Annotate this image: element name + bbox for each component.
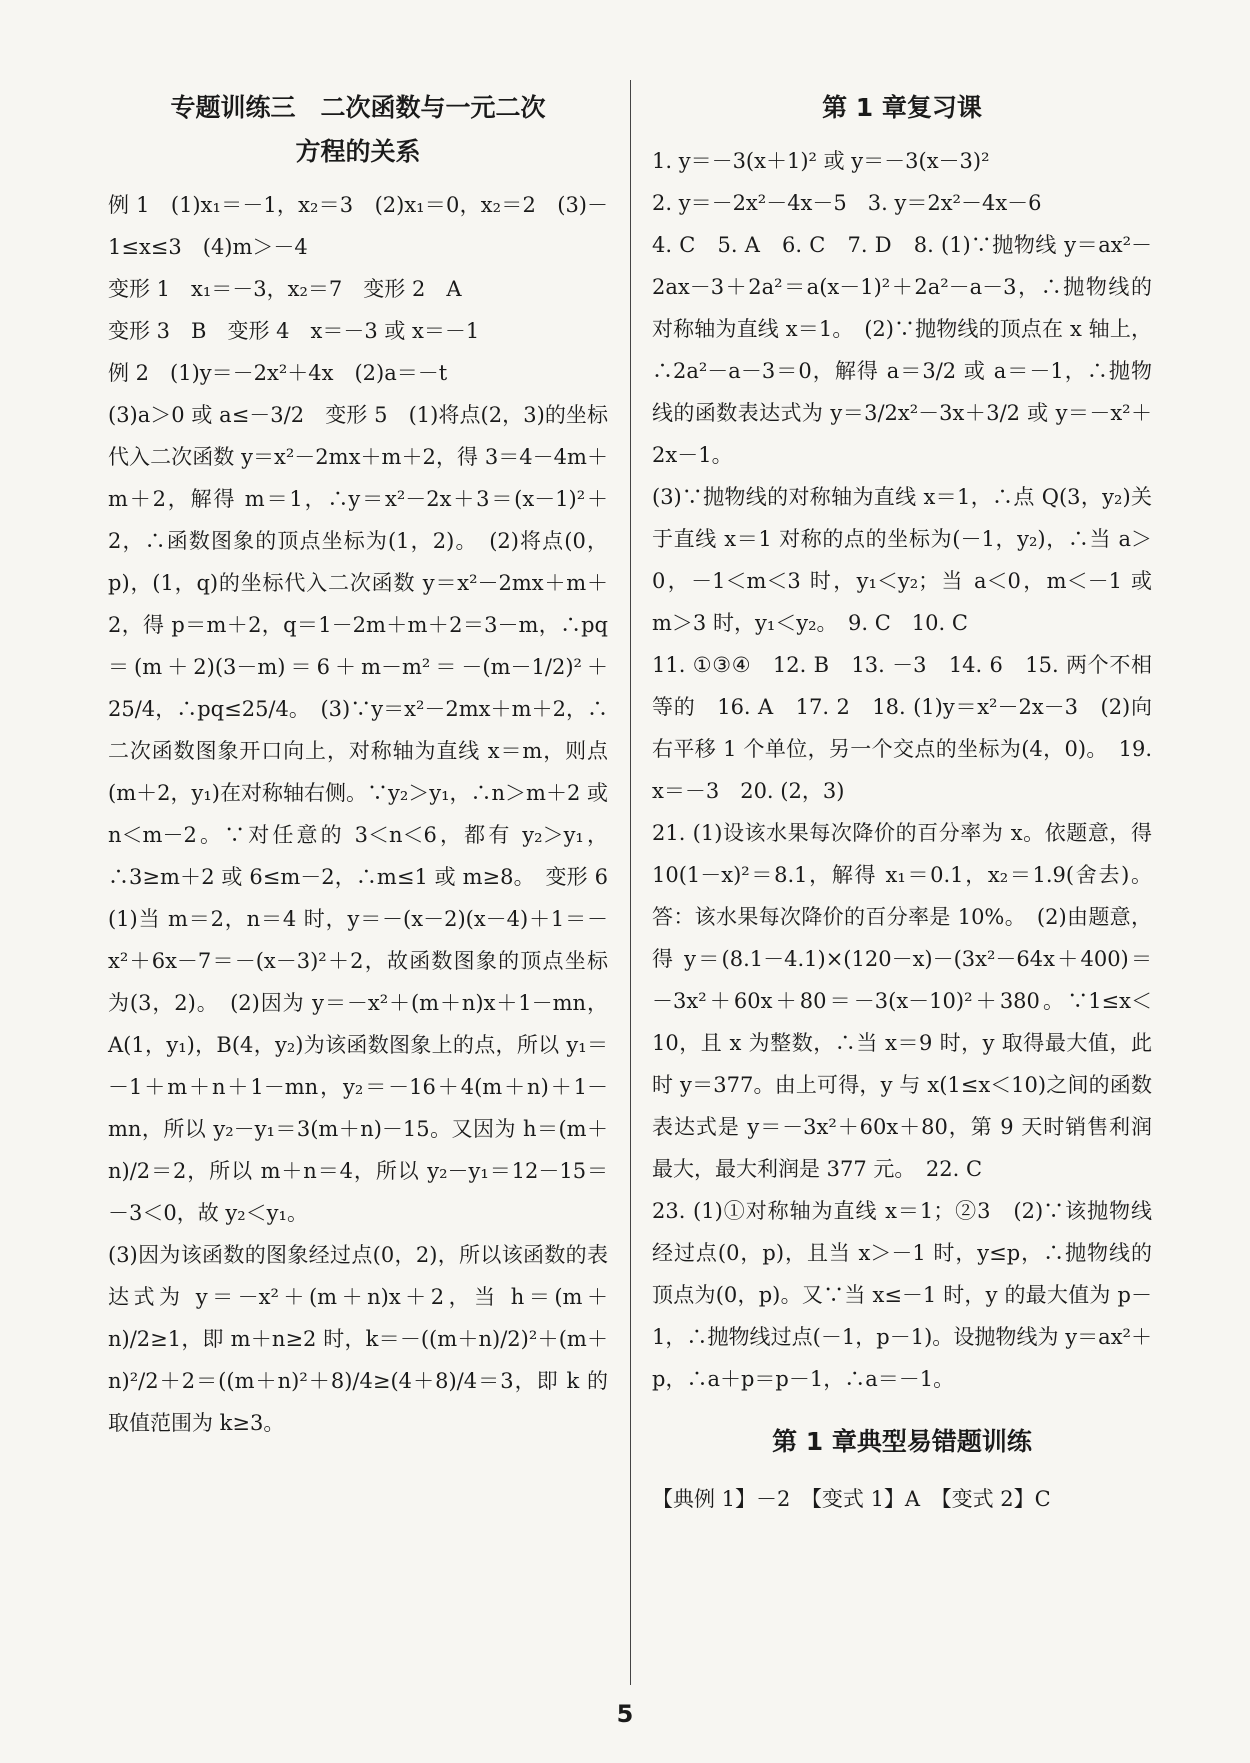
left-paragraph: (3)因为该函数的图象经过点(0，2)，所以该函数的表达式为 y＝－x²＋(m＋n)x＋2，当 h＝(m＋n)/2≥1，即 m＋n≥2 时，k＝－((m＋n)/2)²＋(m＋n)²/2＋2＝((m＋n)²＋8)/4≥(4＋8)/4＝3，即 k 的取值范围为 k≥3。 bbox=[108, 1243, 608, 1435]
left-column bbox=[108, 80, 629, 1444]
left-title-line2: 方程的关系 bbox=[295, 137, 421, 166]
page-number: 5 bbox=[616, 1700, 634, 1728]
right-paragraph: 11. ①③④ 12. B 13. －3 14. 6 15. 两个不相等的 16. A 17. 2 18. (1)y＝x²－2x－3 (2)向右平移 1 个单位，另一个交点的坐标为(4，0)。 19. x＝－3 20. (2，3) bbox=[652, 653, 1159, 803]
left-title bbox=[108, 86, 608, 174]
right-title: 第 1 章复习课 bbox=[822, 93, 982, 122]
left-paragraph: (3)a＞0 或 a≤－3/2 变形 5 (1)将点(2，3)的坐标代入二次函数 y＝x²－2mx＋m＋2，得 3＝4－4m＋m＋2，解得 m＝1，∴y＝x²－2x＋3＝(x－1)²＋2，∴函数图象的顶点坐标为(1，2)。 (2)将点(0，p)，(1，q)的坐标代入二次函数 y＝x²－2mx＋m＋2，得 p＝m＋2，q＝1－2m＋m＋2＝3－m，∴pq＝(m＋2)(3－m)＝6＋m－m²＝－(m－1/2)²＋25/4，∴pq≤25/4。 (3)∵y＝x²－2mx＋m＋2，∴二次函数图象开口向上，对称轴为直线 x＝m，则点(m＋2，y₁)在对称轴右侧。∵y₂＞y₁，∴n＞m＋2 或 n＜m－2。∵对任意的 3＜n＜6，都有 y₂＞y₁，∴3≥m＋2 或 6≤m－2，∴m≤1 或 m≥8。 变形 6 (1)当 m＝2，n＝4 时，y＝－(x－2)(x－4)＋1＝－x²＋6x－7＝－(x－3)²＋2，故函数图象的顶点坐标为(3，2)。 (2)因为 y＝－x²＋(m＋n)x＋1－mn，A(1，y₁)，B(4，y₂)为该函数图象上的点，所以 y₁＝－1＋m＋n＋1－mn，y₂＝－16＋4(m＋n)＋1－mn，所以 y₂－y₁＝3(m＋n)－15。又因为 h＝(m＋n)/2＝2，所以 m＋n＝4，所以 y₂－y₁＝12－15＝－3＜0，故 y₂＜y₁。 bbox=[108, 403, 629, 1225]
right-paragraph: (3)∵抛物线的对称轴为直线 x＝1，∴点 Q(3，y₂)关于直线 x＝1 对称的点的坐标为(－1，y₂)，∴当 a＞0，－1＜m＜3 时，y₁＜y₂；当 a＜0，m＜－1 或 m＞3 时，y₁＜y₂。 9. C 10. C bbox=[652, 485, 1159, 635]
left-paragraph: 例 2 (1)y＝－2x²＋4x (2)a＝－t bbox=[108, 361, 448, 385]
left-paragraph: 例 1 (1)x₁＝－1，x₂＝3 (2)x₁＝0，x₂＝2 (3)－1≤x≤3 (4)m＞－4 bbox=[108, 193, 608, 259]
left-paragraph: 变形 3 B 变形 4 x＝－3 或 x＝－1 bbox=[108, 319, 480, 343]
right-paragraph: 1. y＝－3(x＋1)² 或 y＝－3(x－3)² bbox=[652, 149, 990, 173]
right-paragraph: 2. y＝－2x²－4x－5 3. y＝2x²－4x－6 bbox=[652, 191, 1042, 215]
left-paragraph: 变形 1 x₁＝－3，x₂＝7 变形 2 A bbox=[108, 277, 462, 301]
right-paragraph: 21. (1)设该水果每次降价的百分率为 x。依题意，得 10(1－x)²＝8.1，解得 x₁＝0.1，x₂＝1.9(舍去)。答：该水果每次降价的百分率是 10%。 (2)由题意，得 y＝(8.1－4.1)×(120－x)－(3x²－64x＋400)＝－3x²＋60x＋80＝－3(x－10)²＋380。∵1≤x＜10，且 x 为整数，∴当 x＝9 时，y 取得最大值，此时 y＝377。由上可得，y 与 x(1≤x＜10)之间的函数表达式是 y＝－3x²＋60x＋80，第 9 天时销售利润最大，最大利润是 377 元。 22. C bbox=[652, 821, 1159, 1181]
right-last-line: 【典例 1】－2 【变式 1】A 【变式 2】C bbox=[652, 1487, 1051, 1511]
right-paragraph: 4. C 5. A 6. C 7. D 8. (1)∵抛物线 y＝ax²－2ax－3＋2a²＝a(x－1)²＋2a²－a－3，∴抛物线的对称轴为直线 x＝1。 (2)∵抛物线的顶点在 x 轴上，∴2a²－a－3＝0，解得 a＝3/2 或 a＝－1，∴抛物线的函数表达式为 y＝3/2x²－3x＋3/2 或 y＝－x²＋2x－1。 bbox=[652, 233, 1152, 467]
right-column bbox=[652, 80, 1159, 1520]
right-title-2: 第 1 章典型易错题训练 bbox=[772, 1427, 1032, 1456]
right-paragraph: 23. (1)①对称轴为直线 x＝1；②3 (2)∵该抛物线经过点(0，p)，且当 x＞－1 时，y≤p，∴抛物线的顶点为(0，p)。又∵当 x≤－1 时，y 的最大值为 p－1，∴抛物线过点(－1，p－1)。设抛物线为 y＝ax²＋p，∴a＋p＝p－1，∴a＝－1。 bbox=[652, 1199, 1152, 1391]
column-divider bbox=[630, 80, 631, 1685]
left-title-line1: 专题训练三 二次函数与一元二次 bbox=[170, 93, 546, 122]
